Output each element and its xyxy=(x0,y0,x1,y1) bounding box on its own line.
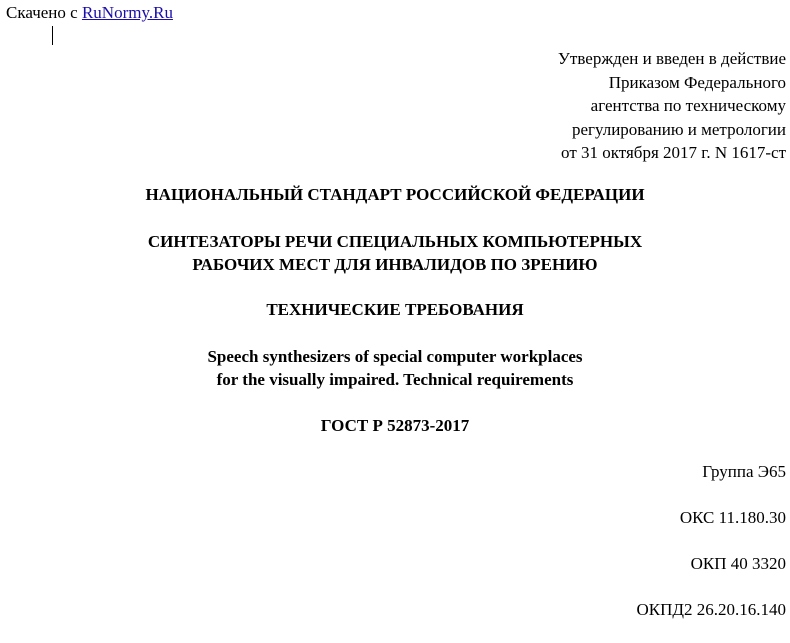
russian-title xyxy=(0,230,790,276)
russian-subtitle-text: ТЕХНИЧЕСКИЕ ТРЕБОВАНИЯ xyxy=(266,300,524,319)
approval-line: Приказом Федерального xyxy=(608,72,786,92)
standard-type-text: НАЦИОНАЛЬНЫЙ СТАНДАРТ РОССИЙСКОЙ ФЕДЕРАЦИИ xyxy=(145,185,645,204)
russian-title-line-2: РАБОЧИХ МЕСТ ДЛЯ ИНВАЛИДОВ ПО ЗРЕНИЮ xyxy=(192,255,598,274)
text-cursor xyxy=(52,26,53,45)
approval-line: Утвержден и введен в действие xyxy=(557,49,786,68)
english-title xyxy=(0,345,790,391)
classification-okp: ОКП 40 3320 xyxy=(690,554,786,573)
classification-okpd2: ОКПД2 26.20.16.140 xyxy=(636,600,786,619)
classification-group: Группа Э65 xyxy=(702,462,786,481)
download-source-line xyxy=(6,3,173,23)
runormy-link[interactable]: RuNormy.Ru xyxy=(81,3,173,22)
standard-type-heading xyxy=(0,183,790,206)
standard-code xyxy=(0,414,790,437)
english-title-line-2: for the visually impaired. Technical requirements xyxy=(216,370,574,389)
download-source-prefix: Скачено с xyxy=(6,3,78,22)
approval-line: агентства по техническому xyxy=(590,96,786,115)
russian-title-line-1: СИНТЕЗАТОРЫ РЕЧИ СПЕЦИАЛЬНЫХ КОМПЬЮТЕРНЫХ xyxy=(147,232,643,251)
approval-block xyxy=(558,47,786,165)
classification-oks: ОКС 11.180.30 xyxy=(679,508,786,527)
english-title-line-1: Speech synthesizers of special computer workplaces xyxy=(207,347,583,366)
standard-code-text: ГОСТ Р 52873-2017 xyxy=(320,416,470,435)
russian-subtitle xyxy=(0,298,790,321)
approval-line: регулированию и метрологии xyxy=(571,119,786,139)
approval-line: от 31 октября 2017 г. N 1617-ст xyxy=(561,143,786,162)
